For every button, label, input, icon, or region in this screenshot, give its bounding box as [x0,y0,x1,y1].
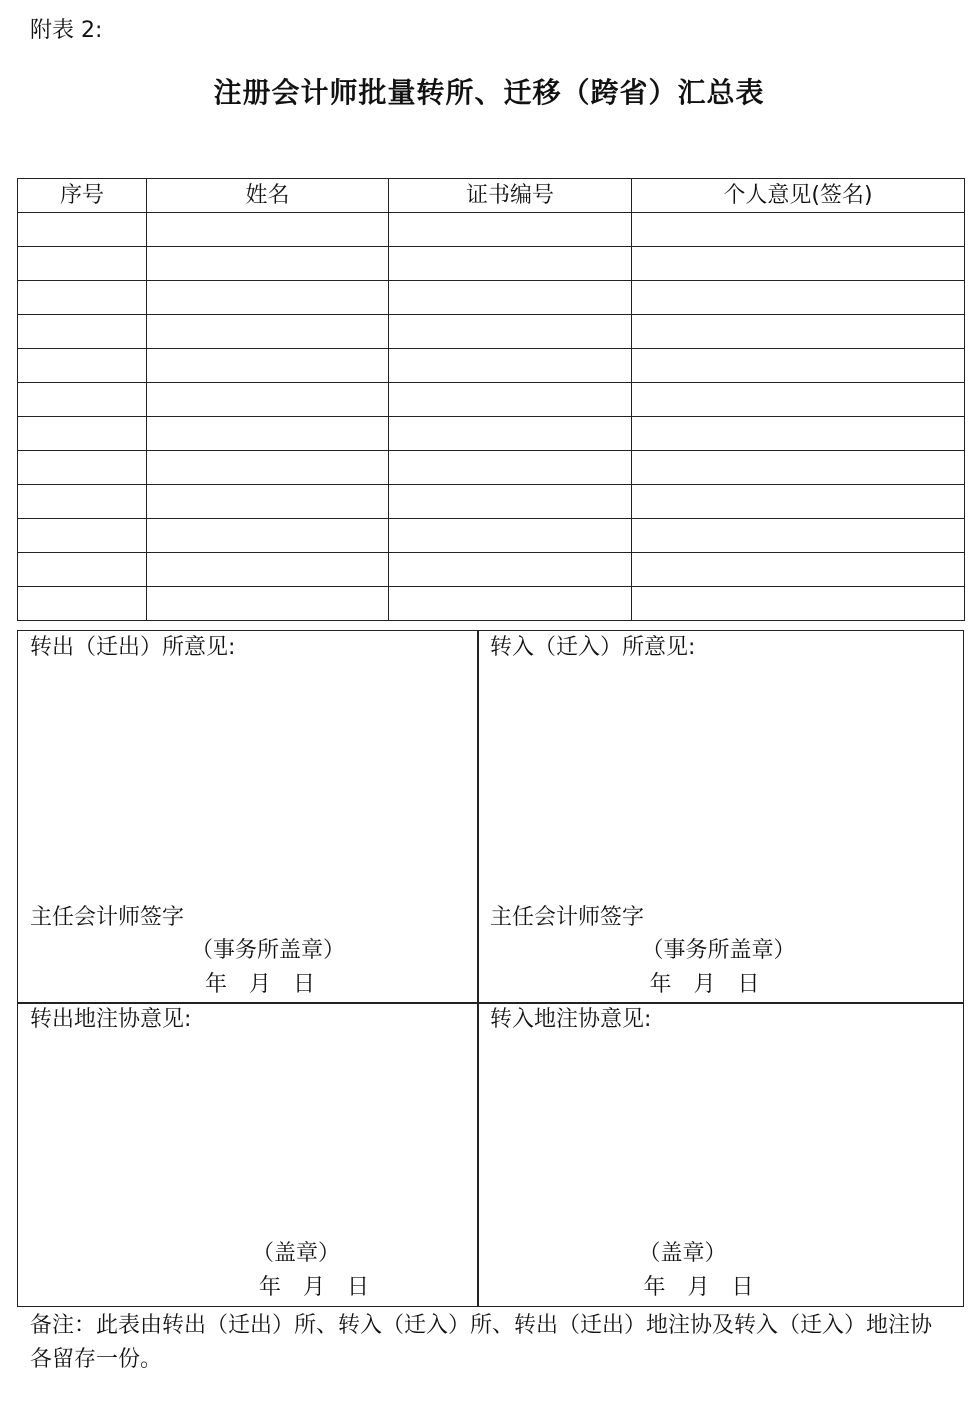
name-cell[interactable] [147,553,389,587]
opinion-cell[interactable] [632,485,965,519]
date-line: 年 月 日 [649,972,760,997]
serial-cell[interactable] [18,213,147,247]
header-serial-number: 序号 [18,179,147,213]
header-name: 姓名 [147,179,389,213]
serial-cell[interactable] [18,281,147,315]
name-cell[interactable] [147,281,389,315]
name-cell[interactable] [147,417,389,451]
firm-seal-label: （事务所盖章） [190,938,345,963]
transfer-out-association-panel [17,1002,479,1307]
name-cell[interactable] [147,519,389,553]
serial-cell[interactable] [18,587,147,621]
name-cell[interactable] [147,485,389,519]
transfer-out-firm-panel [17,630,479,1004]
transfer-in-firm-label: 转入（迁入）所意见: [490,635,696,660]
certificate-cell[interactable] [389,451,632,485]
name-cell[interactable] [147,587,389,621]
annex-label: 附表 2: [30,18,103,43]
date-line: 年 月 日 [258,1275,369,1300]
table-row [18,281,965,315]
opinion-cell[interactable] [632,553,965,587]
certificate-cell[interactable] [389,281,632,315]
table-row [18,417,965,451]
header-certificate-number: 证书编号 [389,179,632,213]
serial-cell[interactable] [18,417,147,451]
table-row [18,553,965,587]
certificate-cell[interactable] [389,247,632,281]
form-title: 注册会计师批量转所、迁移（跨省）汇总表 [213,76,765,109]
opinion-cell[interactable] [632,587,965,621]
transfer-in-firm-panel [477,630,964,1004]
date-line: 年 月 日 [204,972,315,997]
opinion-cell[interactable] [632,349,965,383]
table-row [18,519,965,553]
header-personal-opinion: 个人意见(签名) [632,179,965,213]
serial-cell[interactable] [18,451,147,485]
opinion-cell[interactable] [632,213,965,247]
name-cell[interactable] [147,451,389,485]
opinion-cell[interactable] [632,417,965,451]
transfer-in-association-panel [477,1002,964,1307]
certificate-cell[interactable] [389,213,632,247]
table-row [18,451,965,485]
table-row [18,485,965,519]
table-row [18,383,965,417]
registration-table [17,178,965,621]
seal-label: （盖章） [638,1241,727,1266]
name-cell[interactable] [147,213,389,247]
serial-cell[interactable] [18,485,147,519]
transfer-out-firm-label: 转出（迁出）所意见: [30,635,236,660]
table-row [18,349,965,383]
table-row [18,247,965,281]
name-cell[interactable] [147,349,389,383]
remarks-note: 备注：此表由转出（迁出）所、转入（迁入）所、转出（迁出）地注协及转入（迁入）地注协各留存一份。 [30,1313,933,1372]
opinion-cell[interactable] [632,247,965,281]
certificate-cell[interactable] [389,315,632,349]
opinion-cell[interactable] [632,451,965,485]
name-cell[interactable] [147,247,389,281]
table-header-row [18,179,965,213]
certificate-cell[interactable] [389,587,632,621]
serial-cell[interactable] [18,349,147,383]
table-row [18,213,965,247]
name-cell[interactable] [147,383,389,417]
serial-cell[interactable] [18,383,147,417]
opinion-cell[interactable] [632,315,965,349]
table-row [18,315,965,349]
opinion-cell[interactable] [632,383,965,417]
certificate-cell[interactable] [389,349,632,383]
opinion-cell[interactable] [632,519,965,553]
director-signature-label: 主任会计师签字 [490,905,645,930]
opinion-cell[interactable] [632,281,965,315]
transfer-out-association-label: 转出地注协意见: [30,1007,192,1032]
certificate-cell[interactable] [389,553,632,587]
serial-cell[interactable] [18,519,147,553]
serial-cell[interactable] [18,553,147,587]
transfer-in-association-label: 转入地注协意见: [490,1007,652,1032]
seal-label: （盖章） [251,1241,340,1266]
serial-cell[interactable] [18,247,147,281]
table-row [18,587,965,621]
certificate-cell[interactable] [389,519,632,553]
director-signature-label: 主任会计师签字 [30,905,185,930]
table-body [18,213,965,621]
certificate-cell[interactable] [389,383,632,417]
firm-seal-label: （事务所盖章） [641,938,796,963]
date-line: 年 月 日 [643,1275,754,1300]
certificate-cell[interactable] [389,485,632,519]
name-cell[interactable] [147,315,389,349]
certificate-cell[interactable] [389,417,632,451]
serial-cell[interactable] [18,315,147,349]
